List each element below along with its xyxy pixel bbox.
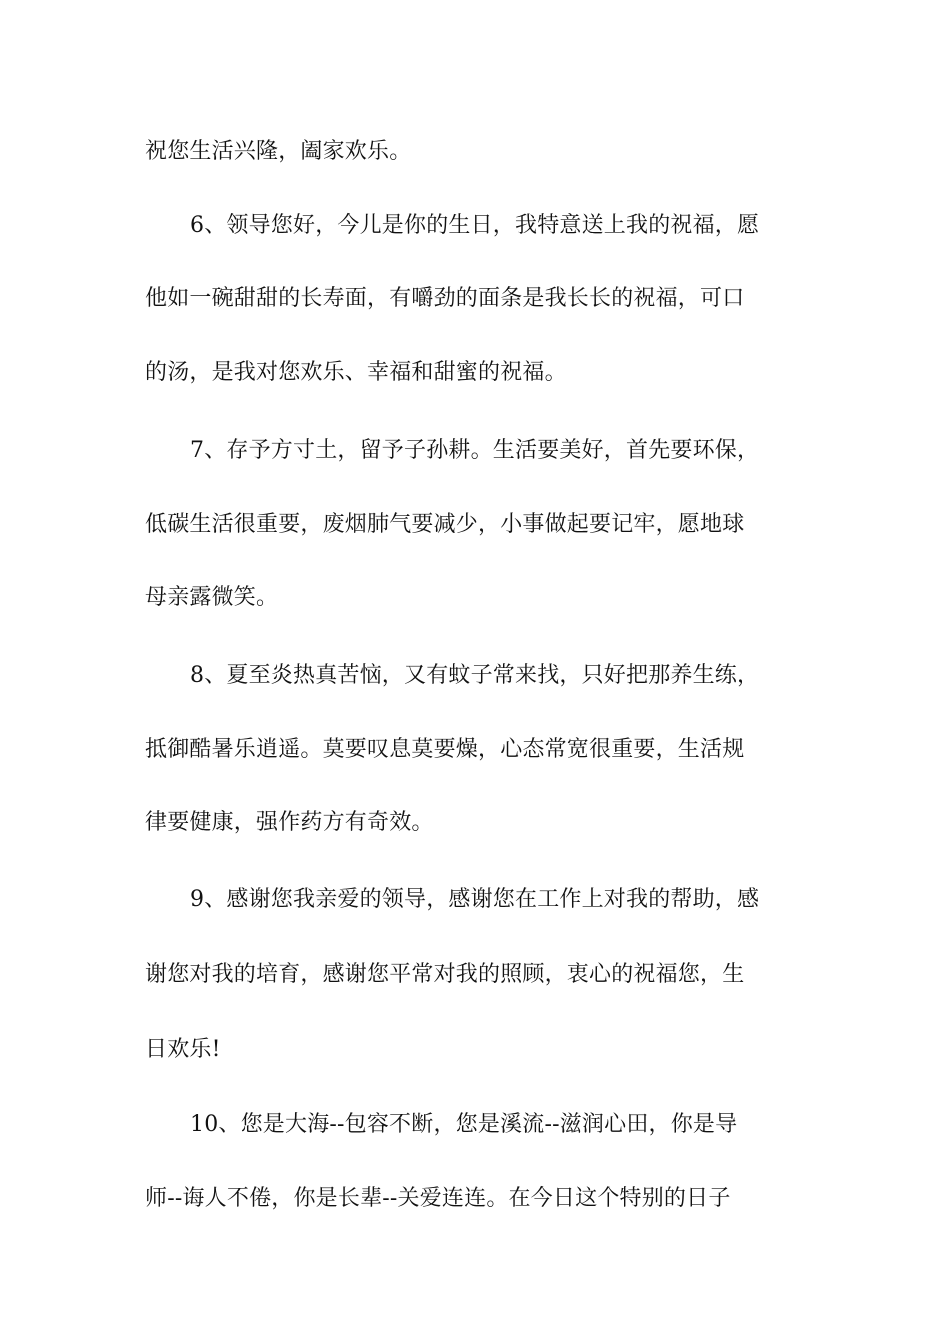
paragraph-7-line-1: 7、存予方寸土，留予子孙耕。生活要美好，首先要环保， xyxy=(190,438,760,463)
paragraph-10-line-1: 10、您是大海--包容不断，您是溪流--滋润心田，你是导 xyxy=(190,1112,738,1137)
paragraph-10-line-2: 师--诲人不倦，你是长辈--关爱连连。在今日这个特别的日子 xyxy=(145,1186,731,1211)
paragraph-7-line-2: 低碳生活很重要，废烟肺气要减少，小事做起要记牢，愿地球 xyxy=(145,512,745,537)
paragraph-6-line-2: 他如一碗甜甜的长寿面，有嚼劲的面条是我长长的祝福，可口 xyxy=(145,286,745,311)
paragraph-8-line-2: 抵御酷暑乐逍遥。莫要叹息莫要燥，心态常宽很重要，生活规 xyxy=(145,737,745,762)
paragraph-8-line-3: 律要健康，强作药方有奇效。 xyxy=(145,810,434,835)
paragraph-6-line-3: 的汤，是我对您欢乐、幸福和甜蜜的祝福。 xyxy=(145,360,567,385)
paragraph-6-line-1: 6、领导您好，今儿是你的生日，我特意送上我的祝福，愿 xyxy=(190,213,760,238)
paragraph-9-line-2: 谢您对我的培育，感谢您平常对我的照顾，衷心的祝福您，生 xyxy=(145,962,745,987)
paragraph-9-line-1: 9、感谢您我亲爱的领导，感谢您在工作上对我的帮助，感 xyxy=(190,887,760,912)
paragraph-9-line-3: 日欢乐! xyxy=(145,1037,221,1062)
paragraph-7-line-3: 母亲露微笑。 xyxy=(145,585,279,610)
paragraph-8-line-1: 8、夏至炎热真苦恼，又有蚊子常来找，只好把那养生练， xyxy=(190,663,760,688)
paragraph-5-line-3: 祝您生活兴隆，阖家欢乐。 xyxy=(145,139,412,164)
